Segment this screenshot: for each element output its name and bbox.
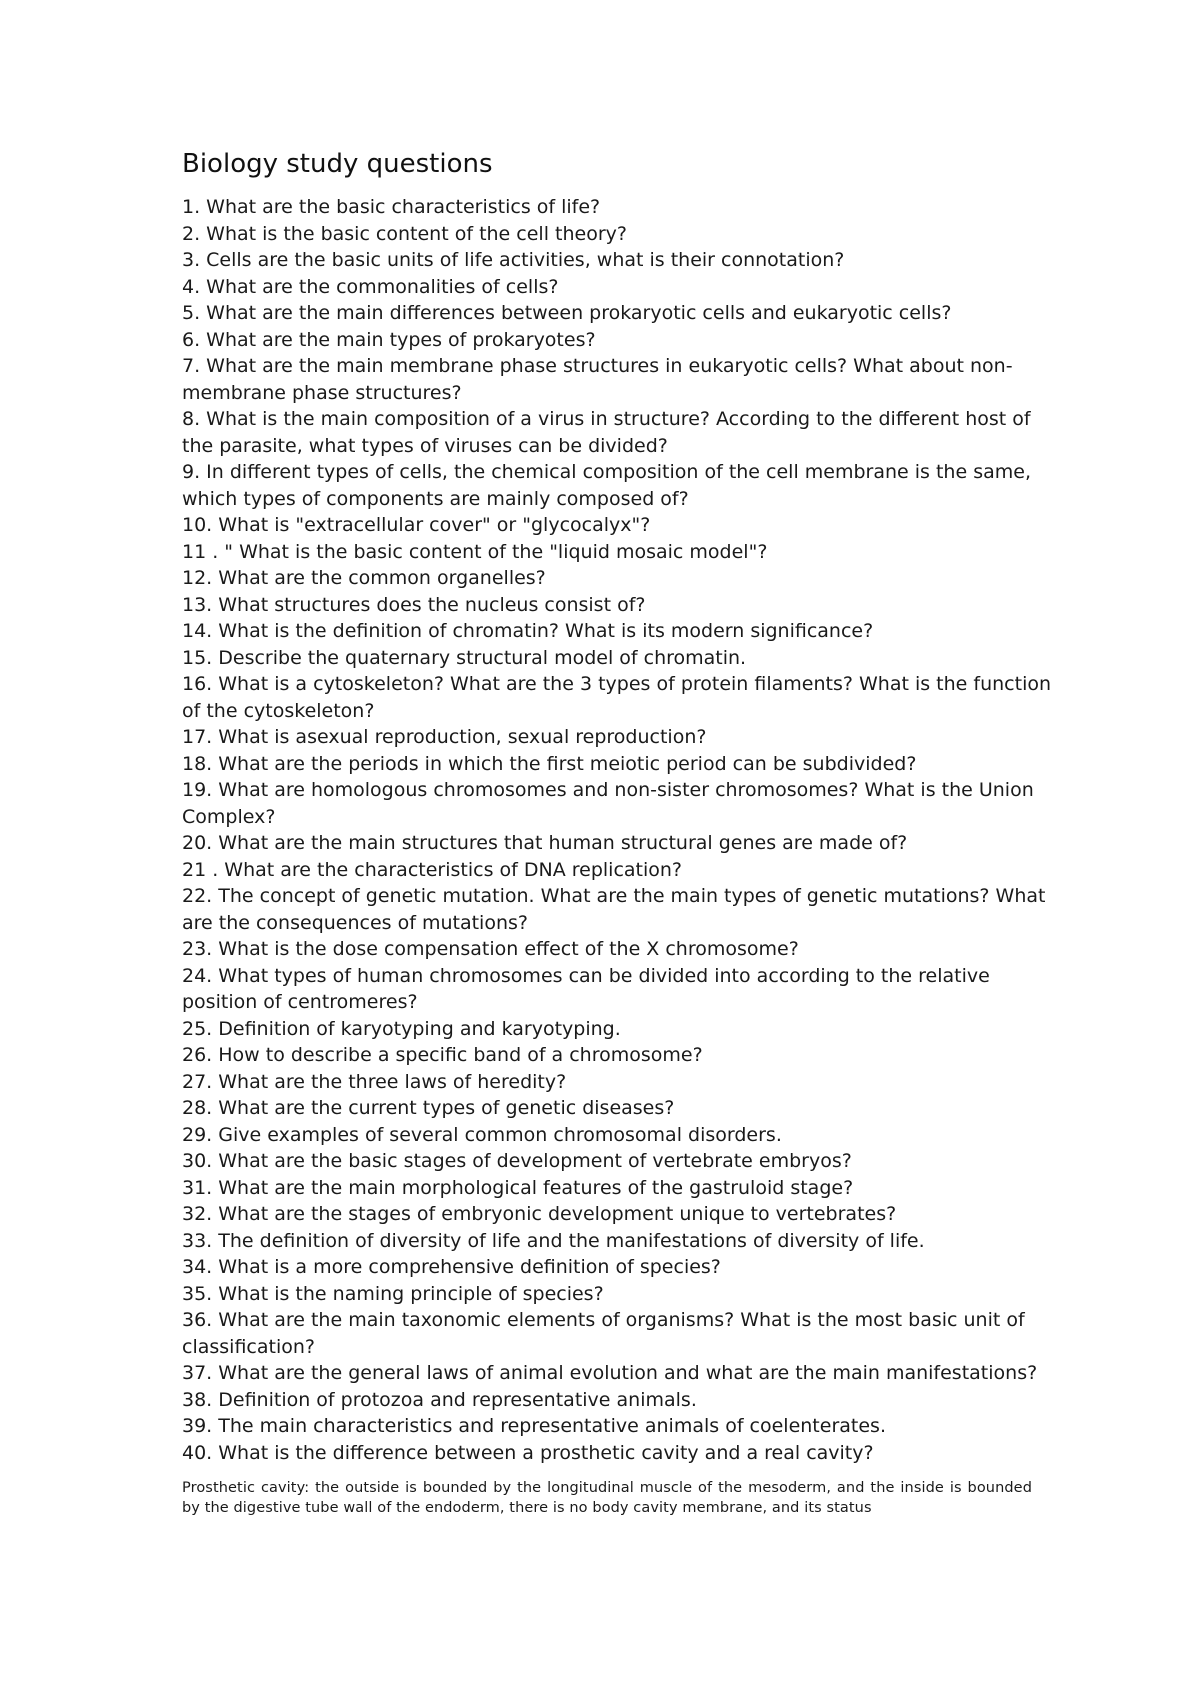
question-item: 32. What are the stages of embryonic development unique to vertebrates? — [182, 1203, 897, 1225]
question-item: 7. What are the main membrane phase structures in eukaryotic cells? What about non-membrane phase structures? — [182, 355, 1013, 404]
question-item: 2. What is the basic content of the cell theory? — [182, 222, 627, 245]
question-item: 11 . " What is the basic content of the "liquid mosaic model"? — [182, 540, 768, 563]
document-title: Biology study questions — [182, 149, 493, 179]
question-item: 37. What are the general laws of animal evolution and what are the main manifestations? — [182, 1362, 1038, 1384]
document-page — [182, 146, 1062, 1533]
question-item: 40. What is the difference between a prosthetic cavity and a real cavity? — [182, 1441, 874, 1464]
question-item: 6. What are the main types of prokaryotes? — [182, 328, 596, 351]
question-item: 22. The concept of genetic mutation. What are the main types of genetic mutations? What are the consequences of mutations? — [182, 885, 1046, 934]
answer-paragraph: Prosthetic cavity: the outside is bounded by the longitudinal muscle of the mesoderm, and the inside is bounded by the digestive tube wall of the endoderm, there is no body cavity membrane, and its status — [182, 1480, 1032, 1516]
question-item: 23. What is the dose compensation effect of the X chromosome? — [182, 938, 799, 960]
question-item: 29. Give examples of several common chromosomal disorders. — [182, 1123, 782, 1146]
question-item: 18. What are the periods in which the first meiotic period can be subdivided? — [182, 752, 917, 775]
question-item: 34. What is a more comprehensive definition of species? — [182, 1256, 721, 1278]
question-item: 24. What types of human chromosomes can be divided into according to the relative position of centromeres? — [182, 964, 990, 1013]
question-item: 21 . What are the characteristics of DNA replication? — [182, 858, 683, 881]
question-list — [182, 194, 1062, 1466]
question-item: 13. What structures does the nucleus consist of? — [182, 593, 646, 616]
question-item: 36. What are the main taxonomic elements of organisms? What is the most basic unit of classification? — [182, 1309, 1025, 1358]
question-item: 5. What are the main differences between prokaryotic cells and eukaryotic cells? — [182, 302, 952, 324]
question-item: 39. The main characteristics and representative animals of coelenterates. — [182, 1415, 886, 1437]
question-item: 30. What are the basic stages of development of vertebrate embryos? — [182, 1150, 852, 1172]
question-item: 9. In different types of cells, the chemical composition of the cell membrane is the same, which types of components are mainly composed of? — [182, 461, 1031, 510]
question-item: 25. Definition of karyotyping and karyotyping. — [182, 1017, 621, 1040]
question-item: 16. What is a cytoskeleton? What are the 3 types of protein filaments? What is the function of the cytoskeleton? — [182, 673, 1052, 722]
question-item: 8. What is the main composition of a virus in structure? According to the different host of the parasite, what types of viruses can be divided? — [182, 408, 1031, 457]
question-item: 35. What is the naming principle of species? — [182, 1282, 604, 1305]
question-item: 19. What are homologous chromosomes and non-sister chromosomes? What is the Union Complex? — [182, 779, 1034, 828]
question-item: 33. The definition of diversity of life and the manifestations of diversity of life. — [182, 1229, 925, 1252]
question-item: 38. Definition of protozoa and representative animals. — [182, 1388, 697, 1411]
question-item: 14. What is the definition of chromatin? What is its modern significance? — [182, 620, 874, 642]
question-item: 10. What is "extracellular cover" or "glycocalyx"? — [182, 514, 651, 536]
question-item: 4. What are the commonalities of cells? — [182, 275, 559, 298]
question-item: 31. What are the main morphological features of the gastruloid stage? — [182, 1176, 854, 1199]
question-item: 1. What are the basic characteristics of life? — [182, 196, 601, 218]
question-item: 27. What are the three laws of heredity? — [182, 1070, 567, 1093]
question-item: 28. What are the current types of genetic diseases? — [182, 1097, 675, 1119]
question-item: 26. How to describe a specific band of a chromosome? — [182, 1044, 703, 1066]
question-item: 15. Describe the quaternary structural model of chromatin. — [182, 646, 747, 669]
question-item: 20. What are the main structures that human structural genes are made of? — [182, 832, 908, 854]
question-item: 12. What are the common organelles? — [182, 567, 546, 589]
question-item: 17. What is asexual reproduction, sexual reproduction? — [182, 726, 707, 748]
question-item: 3. Cells are the basic units of life activities, what is their connotation? — [182, 249, 845, 271]
